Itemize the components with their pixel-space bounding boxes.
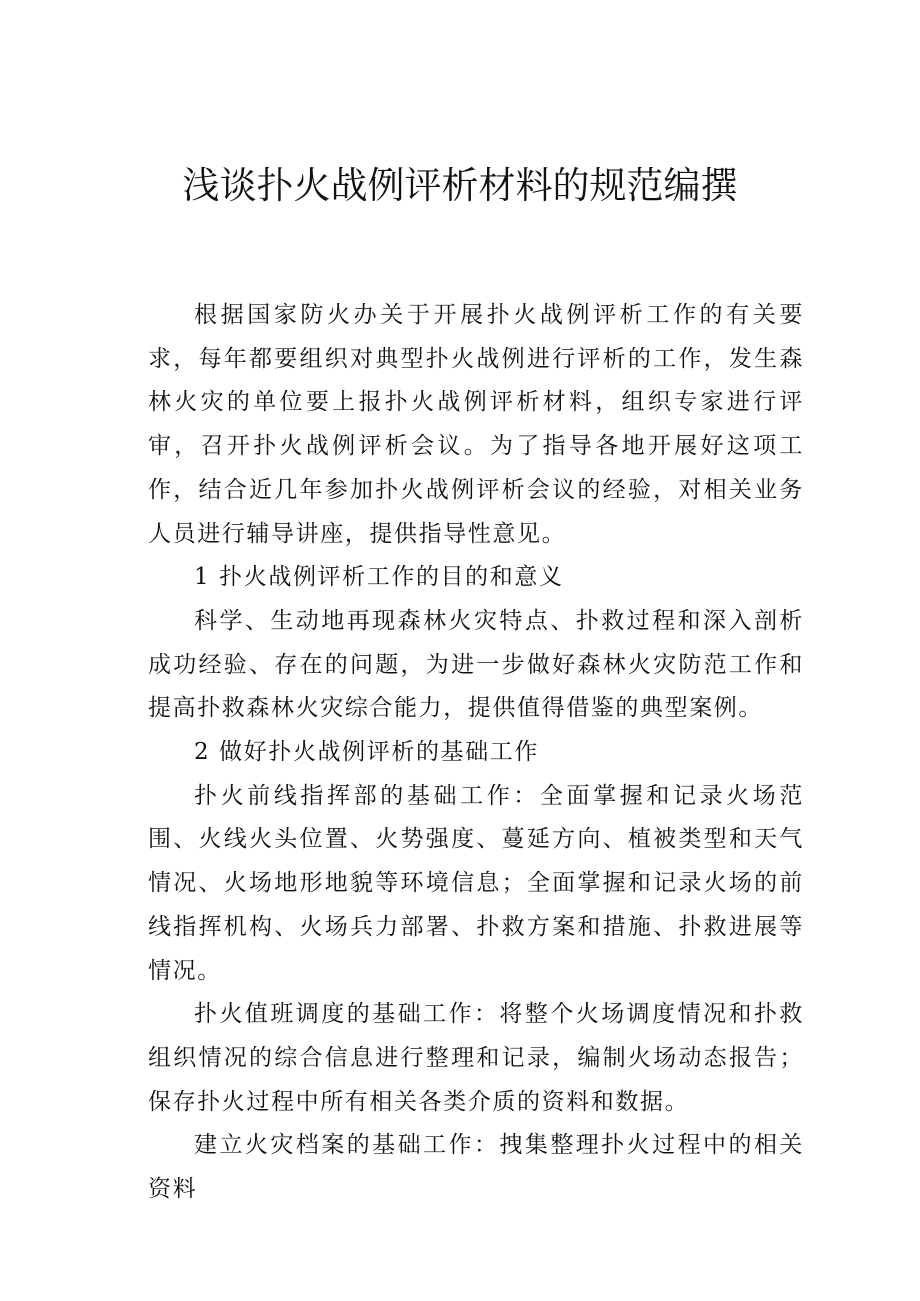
paragraph-purpose: 科学、生动地再现森林火灾特点、扑救过程和深入剖析成功经验、存在的问题，为进一步做好森林火灾防范工作和提高扑救森林火灾综合能力，提供值得借鉴的典型案例。 [148, 607, 804, 722]
paragraph-intro: 根据国家防火办关于开展扑火战例评析工作的有关要求，每年都要组织对典型扑火战例进行评析的工作，发生森林火灾的单位要上报扑火战例评析材料，组织专家进行评审，召开扑火战例评析会议。为了指导各地开展好这项工作，结合近几年参加扑火战例评析会议的经验，对相关业务人员进行辅导讲座，提供指导性意见。 [148, 302, 804, 547]
paragraph-frontline-command: 扑火前线指挥部的基础工作：全面掌握和记录火场范围、火线火头位置、火势强度、蔓延方向、植被类型和天气情况、火场地形地貌等环境信息；全面掌握和记录火场的前线指挥机构、火场兵力部署、扑救方案和措施、扑救进展等情况。 [148, 782, 804, 984]
section-heading-purpose: 1 扑火战例评析工作的目的和意义 [194, 564, 564, 591]
paragraph-duty-dispatch: 扑火值班调度的基础工作：将整个火场调度情况和扑救组织情况的综合信息进行整理和记录，编制火场动态报告；保存扑火过程中所有相关各类介质的资料和数据。 [148, 1001, 804, 1115]
paragraph-fire-archive: 建立火灾档案的基础工作：拽集整理扑火过程中的相关资料 [148, 1132, 804, 1203]
section-heading-groundwork: 2 做好扑火战例评析的基础工作 [194, 739, 539, 766]
document-title: 浅谈扑火战例评析材料的规范编撰 [182, 164, 738, 207]
document-body [148, 294, 804, 1212]
